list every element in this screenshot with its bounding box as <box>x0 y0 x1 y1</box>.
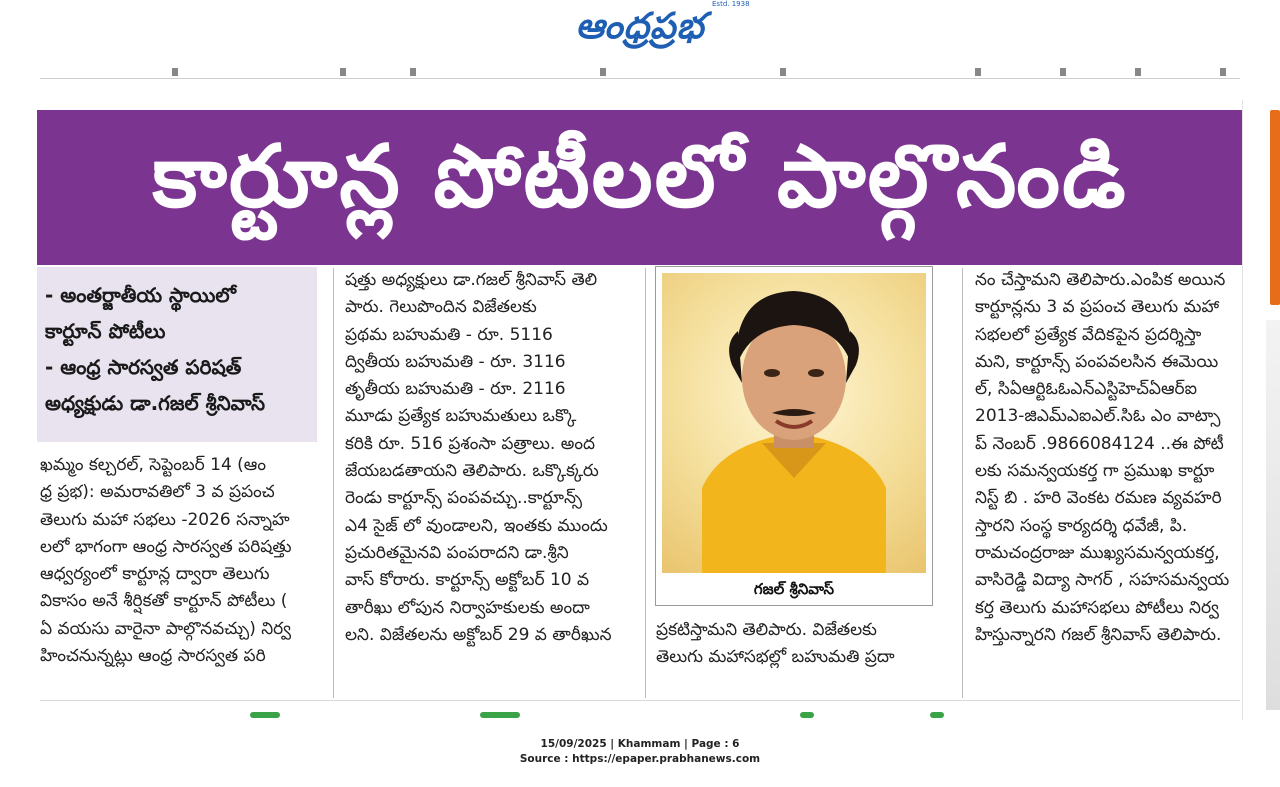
highlight-line: అధ్యక్షుడు డా.గజల్ శ్రీనివాస్ <box>45 391 266 415</box>
headline-banner <box>37 110 1243 265</box>
text-line: మూడు ప్రత్యేక బహుమతులు ఒక్కొ <box>345 406 577 427</box>
text-line: మని, కార్టూన్స్ పంపవలసిన ఈమెయి <box>975 351 1219 372</box>
text-line: కరికి రూ. 516 ప్రశంసా పత్రాలు. అంద <box>345 433 595 454</box>
text-line: షత్తు అధ్యక్షులు డా.గజల్ శ్రీనివాస్ తెలి <box>345 270 598 290</box>
bottom-rule <box>40 700 1240 701</box>
highlight-line: - అంతర్జాతీయ స్థాయిలో <box>45 283 236 307</box>
next-article-fragment <box>480 712 520 718</box>
footer-edition-info: 15/09/2025 | Khammam | Page : 6 <box>540 738 740 750</box>
column-divider <box>962 268 963 698</box>
highlight-line: కార్టూన్ పోటీలు <box>45 319 166 343</box>
text-line: ప్రకటిస్తామని తెలిపారు. విజేతలకు <box>656 620 877 640</box>
text-line: రామచంద్రరాజు ముఖ్యసమన్వయకర్త, <box>975 542 1220 563</box>
text-line: ఏ వయసు వారైనా పాల్గొనవచ్చు) నిర్వ <box>40 618 292 639</box>
text-line: రెండు కార్టూన్స్ పంపవచ్చు..కార్టూన్స్ <box>345 488 582 509</box>
text-line: వాస్ కోరారు. కార్టూన్స్ అక్టోబర్ 10 వ <box>345 570 590 591</box>
text-line: లకు సమన్వయకర్త గా ప్రముఖ కార్టూ <box>975 461 1215 482</box>
text-line: కార్టూన్లను 3 వ ప్రపంచ తెలుగు మహా <box>975 297 1220 318</box>
text-line: ప్రథమ బహుమతి - రూ. 5116 <box>345 324 553 345</box>
article-column-1 <box>40 452 325 670</box>
text-line: ప్రచురితమైనవి పంపరాదని డా.శ్రీని <box>345 542 569 563</box>
text-line: ఖమ్మం కల్చరల్, సెప్టెంబర్ 14 (ఆం <box>40 455 266 475</box>
text-line: వికాసం అనే శీర్షికతో కార్టూన్ పోటీలు ( <box>40 591 288 612</box>
text-line: నం చేస్తామని తెలిపారు.ఎంపిక అయిన <box>975 270 1226 290</box>
text-line: నిస్ట్ బి . హరి వెంకట రమణ వ్యవహరి <box>975 488 1222 509</box>
highlights-box <box>37 267 317 442</box>
text-line: తెలుగు మహాసభల్లో బహుమతి ప్రదా <box>656 647 895 668</box>
portrait-illustration <box>662 273 926 573</box>
text-line: ప్ నెంబర్ .9866084124 ..ఈ పోటీ <box>975 433 1224 454</box>
previous-article-cutline <box>40 66 1240 79</box>
text-line: ద్వితీయ బహుమతి - రూ. 3116 <box>345 351 566 372</box>
text-line: హించనున్నట్లు ఆంధ్ర సారస్వత పరి <box>40 646 266 667</box>
text-line: జేయబడతాయని తెలిపారు. ఒక్కొక్కరు <box>345 461 599 482</box>
article-column-4 <box>975 267 1245 649</box>
footer <box>0 737 1280 767</box>
text-line: పారు. గెలుపొందిన విజేతలకు <box>345 297 537 318</box>
text-line: తారీఖు లోపున నిర్వాహకులకు అందా <box>345 597 590 618</box>
text-line: హిస్తున్నారని గజల్ శ్రీనివాస్ తెలిపారు. <box>975 624 1222 645</box>
masthead <box>0 0 1280 60</box>
text-line: ల్, సిఏఆర్టిఓఓఎన్ఎస్టిహెచ్ఏఆర్ఐ <box>975 379 1197 400</box>
adjacent-page-strip <box>1270 110 1280 305</box>
next-article-fragment <box>800 712 814 718</box>
logo-established: Estd. 1938 <box>712 0 750 8</box>
column-divider <box>645 268 646 698</box>
footer-source-link[interactable]: Source : https://epaper.prabhanews.com <box>519 753 761 765</box>
text-line: ధ్ర ప్రభ): అమరావతిలో 3 వ ప్రపంచ <box>40 482 275 503</box>
column-divider <box>333 268 334 698</box>
article-column-2 <box>345 267 640 649</box>
text-line: తృతీయ బహుమతి - రూ. 2116 <box>345 379 566 400</box>
text-line: ఎ4 సైజ్ లో వుండాలని, ఇంతకు ముందు <box>345 515 608 536</box>
text-line: తెలుగు మహా సభలు -2026 సన్నాహ <box>40 509 290 530</box>
text-line: వాసిరెడ్డి విద్యా సాగర్ , సహసమన్వయ <box>975 570 1230 591</box>
article-column-3 <box>656 617 936 672</box>
page-edge <box>1242 100 1243 720</box>
text-line: ఆధ్వర్యంలో కార్టూన్ల ద్వారా తెలుగు <box>40 564 270 585</box>
text-line: లలో భాగంగా ఆంధ్ర సారస్వత పరిషత్తు <box>40 536 292 557</box>
photo-frame <box>655 266 933 606</box>
text-line: స్తారని సంస్థ కార్యదర్శి ధవేజీ, పి. <box>975 515 1188 536</box>
headline: కార్టూన్ల పోటీలలో పాల్గొనండి <box>152 127 1128 227</box>
newspaper-logo: ఆంధ్రప్రభ <box>575 4 705 47</box>
adjacent-page-edge <box>1266 320 1280 710</box>
photo-caption: గజల్ శ్రీనివాస్ <box>753 580 835 598</box>
next-article-fragment <box>250 712 280 718</box>
highlight-line: - ఆంధ్ర సారస్వత పరిషత్ <box>45 355 242 379</box>
portrait-photo <box>662 273 926 573</box>
text-line: లని. విజేతలను అక్టోబర్ 29 వ తారీఖున <box>345 624 612 645</box>
text-line: సభలలో ప్రత్యేక వేదికపైన ప్రదర్శిస్తా <box>975 324 1202 345</box>
next-article-fragment <box>930 712 944 718</box>
text-line: 2013-జిఎమ్ఎఐఎల్.సిఓ ఎం వాట్సా <box>975 406 1221 427</box>
text-line: కర్త తెలుగు మహాసభలు పోటీలు నిర్వ <box>975 597 1219 618</box>
